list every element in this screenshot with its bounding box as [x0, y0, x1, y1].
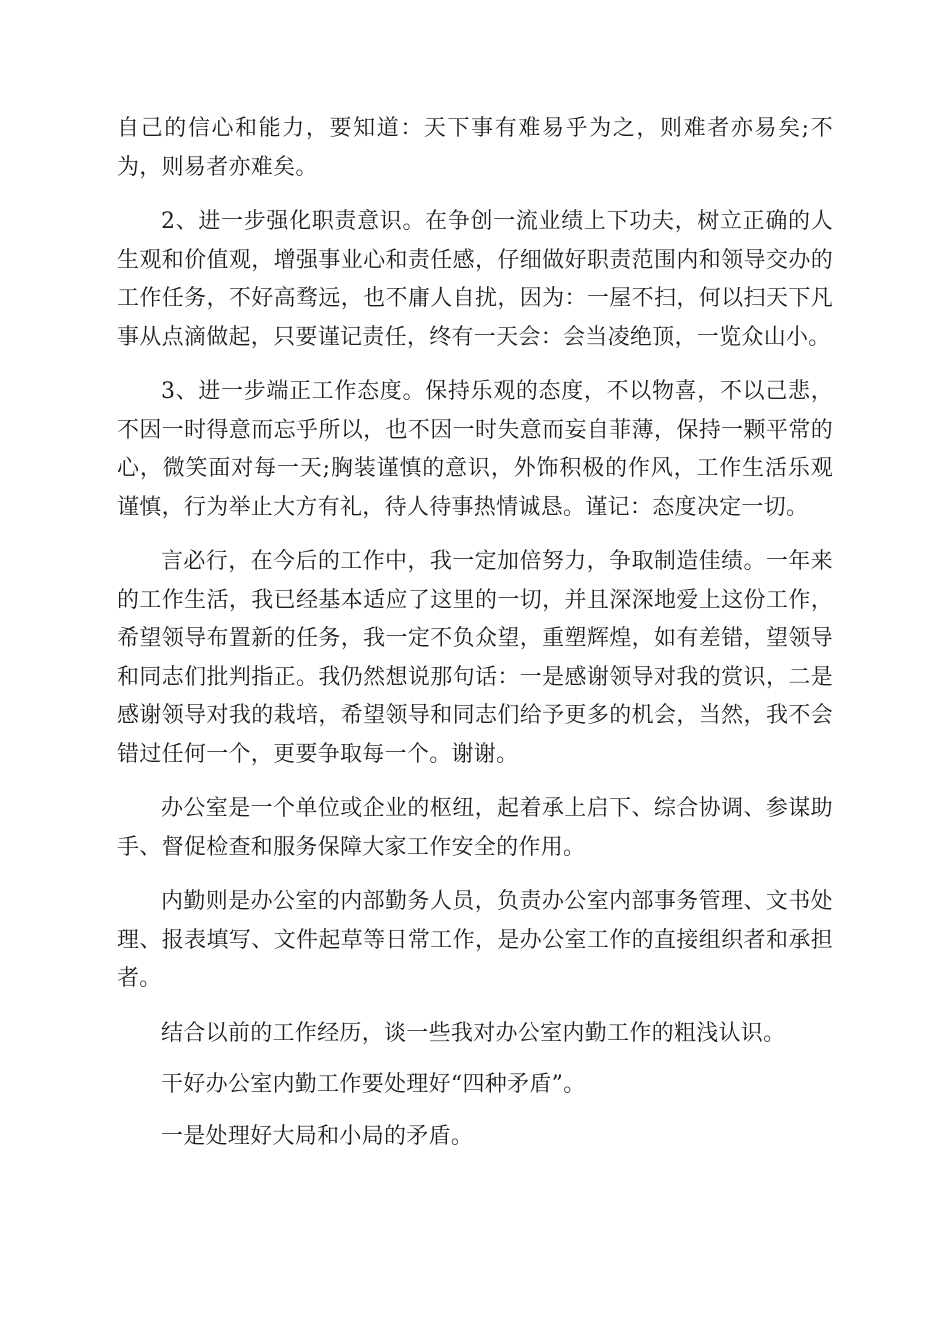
- paragraph-internal-staff: 内勤则是办公室的内部勤务人员，负责办公室内部事务管理、文书处理、报表填写、文件起草等日常工作，是办公室工作的直接组织者和承担者。: [117, 889, 833, 991]
- paragraph-work-attitude: 3、进一步端正工作态度。保持乐观的态度，不以物喜，不以己悲，不因一时得意而忘乎所以，也不因一时失意而妄自菲薄，保持一颗平常的心，微笑面对每一天;胸装谨慎的意识，外饰积极的作风，工作生活乐观谨慎，行为举止大方有礼，待人待事热情诚恳。谨记：态度决定一切。: [117, 379, 833, 520]
- paragraph-duty-awareness: 2、进一步强化职责意识。在争创一流业绩上下功夫，树立正确的人生观和价值观，增强事业心和责任感，仔细做好职责范围内和领导交办的工作任务，不好高骛远，也不庸人自扰，因为：一屋不扫，何以扫天下凡事从点滴做起，只要谨记责任，终有一天会：会当凌绝顶，一览众山小。: [117, 209, 833, 350]
- paragraph-four-contradictions: 干好办公室内勤工作要处理好“四种矛盾”。: [161, 1072, 586, 1097]
- paragraph-first-contradiction: 一是处理好大局和小局的矛盾。: [161, 1123, 474, 1149]
- paragraph-experience: 结合以前的工作经历，谈一些我对办公室内勤工作的粗浅认识。: [161, 1020, 786, 1046]
- paragraph-closing-thanks: 言必行，在今后的工作中，我一定加倍努力，争取制造佳绩。一年来的工作生活，我已经基本适应了这里的一切，并且深深地爱上这份工作，希望领导布置新的任务，我一定不负众望，重塑辉煌，如有差错，望领导和同志们批判指正。我仍然想说那句话：一是感谢领导对我的赏识，二是感谢领导对我的栽培，希望领导和同志们给予更多的机会，当然，我不会错过任何一个，更要争取每一个。谢谢。: [117, 549, 833, 767]
- paragraph-continuation: 自己的信心和能力，要知道：天下事有难易乎为之，则难者亦易矣;不为，则易者亦难矣。: [117, 116, 833, 180]
- document-body: [117, 110, 833, 1169]
- paragraph-office-role: 办公室是一个单位或企业的枢纽，起着承上启下、综合协调、参谋助手、督促检查和服务保障大家工作安全的作用。: [117, 796, 833, 860]
